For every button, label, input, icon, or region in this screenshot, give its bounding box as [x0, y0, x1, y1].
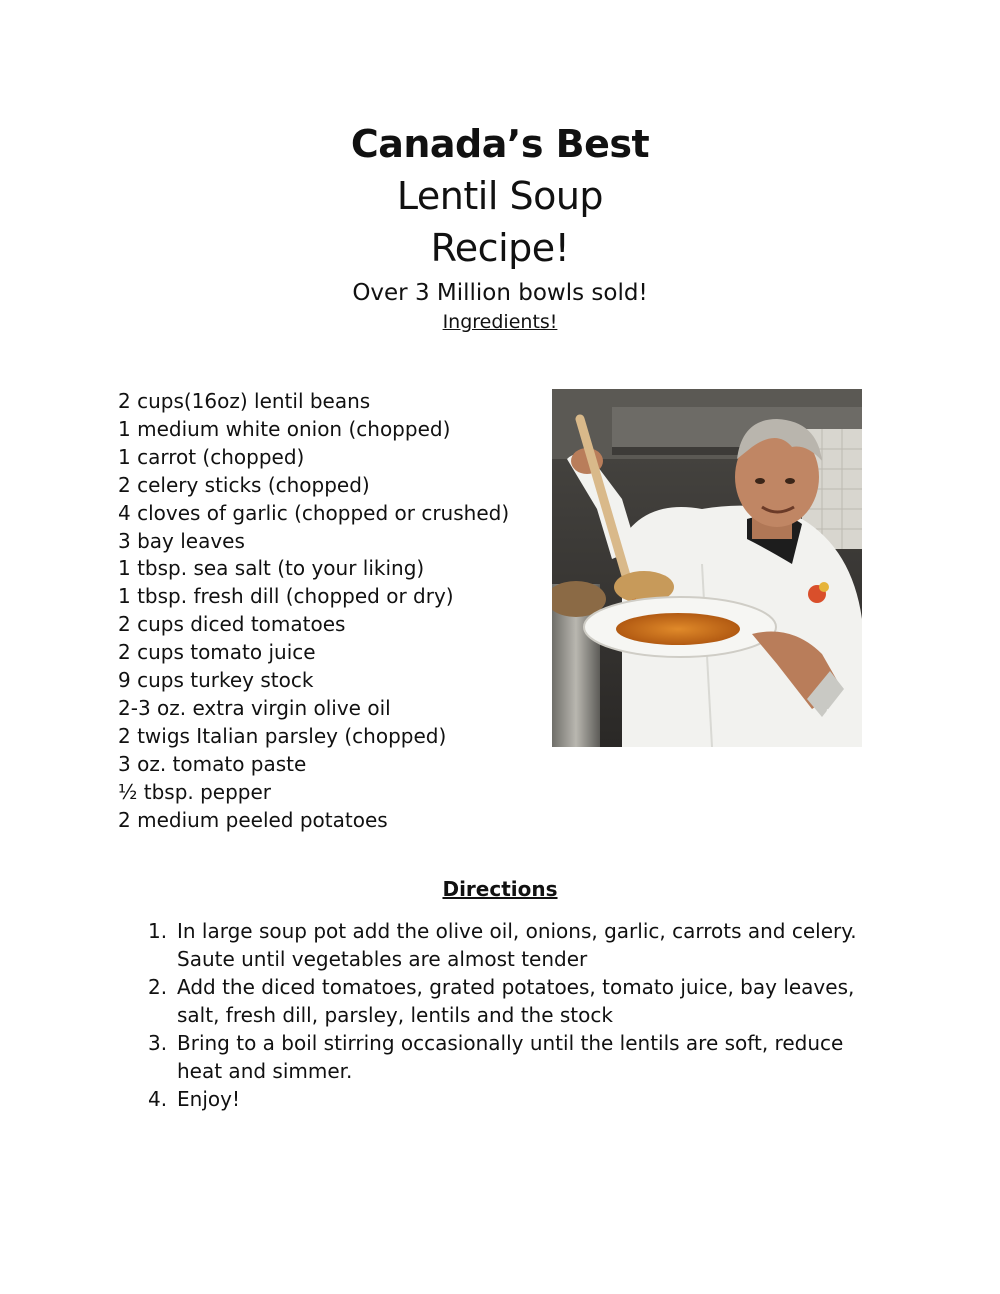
ingredient-item: 2 cups(16oz) lentil beans	[118, 389, 371, 413]
step-text: Enjoy!	[177, 1087, 240, 1111]
ingredient-item: 2 celery sticks (chopped)	[118, 472, 370, 497]
step-number: 3.	[148, 1031, 168, 1055]
ingredient-item: 2-3 oz. extra virgin olive oil	[118, 695, 391, 720]
ingredient-item: 2 twigs Italian parsley (chopped)	[118, 723, 447, 748]
ingredient-item: 1 carrot (chopped)	[118, 444, 305, 469]
step-text: Bring to a boil stirring occasionally until the lentils are soft, reduce heat and simmer.	[177, 1031, 844, 1083]
direction-step	[148, 917, 888, 973]
ingredient-item: 4 cloves of garlic (chopped or crushed)	[118, 500, 510, 525]
ingredient-item: ½ tbsp. pepper	[118, 779, 272, 804]
ingredients-heading: Ingredients!	[442, 311, 558, 333]
ingredients-list	[118, 388, 538, 835]
ingredient-item: 1 tbsp. fresh dill (chopped or dry)	[118, 584, 454, 609]
ingredient-item: 1 tbsp. sea salt (to your liking)	[118, 556, 425, 581]
ingredient-item: 9 cups turkey stock	[118, 668, 314, 693]
direction-step	[148, 1085, 888, 1113]
ingredient-item: 2 cups diced tomatoes	[118, 612, 346, 637]
ingredient-item: 2 cups tomato juice	[118, 640, 316, 665]
direction-step	[148, 973, 888, 1029]
directions-heading: Directions	[442, 877, 558, 901]
step-number: 2.	[148, 975, 168, 999]
title-line-3: Recipe!	[430, 226, 570, 270]
subtitle: Over 3 Million bowls sold!	[352, 280, 648, 306]
step-number: 1.	[148, 919, 168, 943]
ingredient-item: 1 medium white onion (chopped)	[118, 416, 451, 441]
page-title: Canada’s Best	[350, 122, 650, 166]
title-block	[0, 118, 1000, 336]
direction-step	[148, 1029, 888, 1085]
title-line-2: Lentil Soup	[396, 174, 604, 218]
step-text: In large soup pot add the olive oil, onions, garlic, carrots and celery. Saute until vegetables are almost tender	[177, 919, 857, 971]
ingredient-item: 3 oz. tomato paste	[118, 751, 307, 776]
ingredient-item: 2 medium peeled potatoes	[118, 807, 388, 832]
directions-list	[148, 917, 888, 1113]
ingredient-item: 3 bay leaves	[118, 528, 245, 553]
chef-photo	[552, 389, 862, 747]
step-number: 4.	[148, 1087, 168, 1111]
step-text: Add the diced tomatoes, grated potatoes, tomato juice, bay leaves, salt, fresh dill, parsley, lentils and the stock	[177, 975, 855, 1027]
